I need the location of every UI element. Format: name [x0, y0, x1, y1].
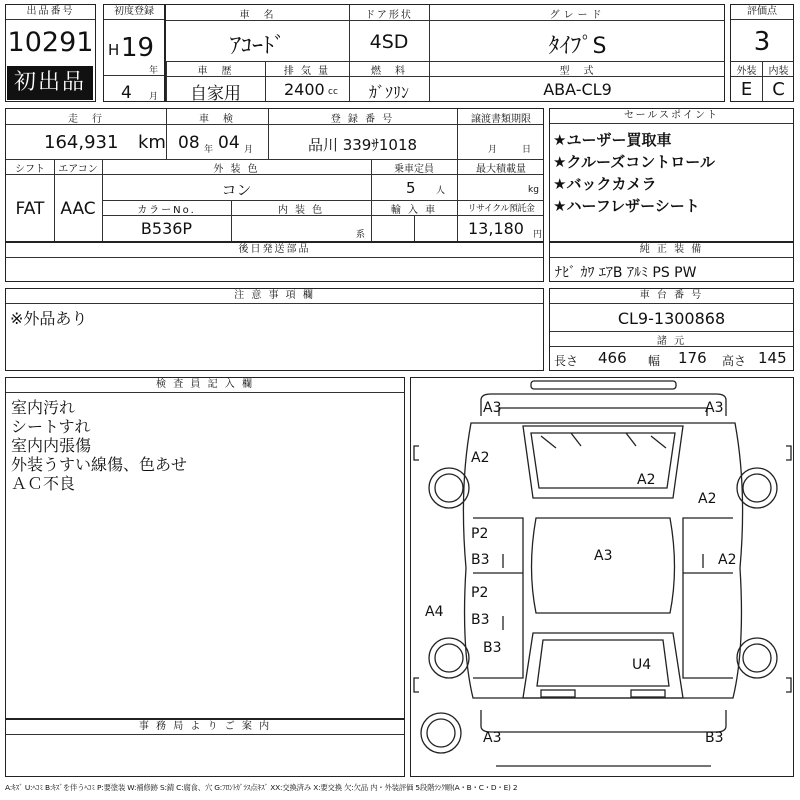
displacement-label: 排 気 量 [283, 66, 331, 77]
interior-grade: C [772, 79, 785, 100]
inspector-line-1: 室内汚れ [11, 398, 76, 417]
first-registration-box [103, 4, 165, 102]
history: 自家用 [190, 84, 241, 104]
recycle-label: リサイクル預託金 [467, 204, 535, 214]
model: ABA-CL9 [543, 80, 612, 99]
mark-left-rear-fender: B3 [483, 640, 502, 656]
mark-left-rear-door-1: P2 [471, 585, 489, 601]
sales-point-3: ★バックカメラ [553, 175, 657, 193]
mileage-unit: km [138, 132, 166, 153]
first-registration-label: 初度登録 [104, 5, 164, 20]
chassis-number: CL9-1300868 [617, 309, 726, 328]
mark-left-rear-door-2: B3 [471, 612, 490, 628]
exterior-label: 外装 [736, 66, 757, 77]
mark-left-front-door-1: P2 [471, 526, 489, 542]
inspection-year: 08 [178, 133, 200, 153]
transfer-day-unit: 日 [522, 145, 532, 155]
inspection-year-unit: 年 [204, 145, 214, 155]
plate-number: 品川 339ｻ1018 [307, 136, 418, 154]
chassis-box [549, 288, 794, 371]
sales-points-box [549, 108, 794, 242]
inspector-box [5, 377, 405, 719]
car-info-box [165, 4, 725, 102]
mark-right-door: A2 [718, 552, 737, 568]
first-time-badge: 初出品 [7, 66, 93, 100]
notes-label: 注 意 事 項 欄 [6, 289, 543, 304]
color-no: B536P [140, 219, 193, 238]
mark-right-front-fender: A2 [698, 491, 717, 507]
mark-front-left-corner: A3 [483, 400, 502, 416]
mark-left-front-fender: A2 [471, 450, 490, 466]
height-label: 高さ [722, 354, 747, 368]
recycle-unit: 円 [533, 230, 543, 240]
dimensions-label: 諸 元 [656, 336, 687, 347]
reg-year: 19 [121, 33, 155, 63]
year-unit: 年 [149, 66, 159, 76]
color: コン [221, 181, 252, 199]
ac: AAC [60, 199, 96, 219]
recycle: 13,180 [468, 219, 524, 238]
later-parts-label: 後日発送部品 [6, 243, 543, 258]
length-label: 長さ [554, 354, 579, 368]
score-label: 評価点 [731, 5, 793, 20]
mileage-label: 走 行 [68, 114, 104, 125]
interior-color-label: 内 装 色 [277, 205, 325, 216]
load-unit: kg [528, 185, 539, 195]
model-label: 型 式 [559, 66, 596, 77]
capacity-unit: 人 [436, 186, 446, 196]
later-parts-box [5, 242, 544, 282]
height: 145 [758, 349, 787, 367]
ac-label: エアコン [58, 164, 98, 175]
inspection-month: 04 [218, 133, 240, 153]
color-label: 外 装 色 [213, 164, 260, 175]
mark-trunk: U4 [632, 657, 652, 673]
equipment-label: 純 正 装 備 [550, 243, 793, 258]
month-unit: 月 [149, 92, 159, 102]
mark-hood: A2 [637, 472, 656, 488]
mark-rear-right-corner: B3 [705, 730, 724, 746]
equipment-box [549, 242, 794, 282]
legend: A:ｷｽﾞ U:ﾍｺﾐ B:ｷｽﾞを伴うﾍｺﾐ P:要塗装 W:補修跡 S:錆 C:腐食、穴 G:ﾌﾛﾝﾄｶﾞﾗｽ点ｷｽﾞ XX:交換済み X:要交換 欠:欠品 内・外装評価 5段階ﾗﾝｸ順(A・B・C・D・E) 2 [5, 783, 518, 792]
mark-roof: A3 [594, 548, 613, 564]
inspector-line-5: ＡＣ不良 [11, 474, 76, 493]
inspector-label: 検 査 員 記 入 欄 [6, 378, 404, 393]
displacement: 2400 [284, 80, 325, 99]
plate-label: 登 録 番 号 [330, 114, 395, 125]
mark-left-front-door-2: B3 [471, 552, 490, 568]
mark-front-right-corner: A3 [705, 400, 724, 416]
sales-points-label: セールスポイント [550, 109, 793, 124]
load-label: 最大積載量 [476, 164, 526, 175]
capacity: 5 [406, 179, 416, 197]
import-label: 輸 入 車 [390, 205, 438, 216]
car-name-label: 車 名 [239, 10, 276, 21]
color-no-label: カラーNo. [137, 205, 196, 216]
sales-point-1: ★ユーザー買取車 [553, 131, 672, 149]
car-diagram [411, 378, 795, 778]
sales-point-4: ★ハーフレザーシート [553, 197, 700, 215]
inspection-month-unit: 月 [244, 145, 254, 155]
history-label: 車 歴 [197, 66, 234, 77]
width: 176 [678, 349, 707, 367]
shift-label: シフト [15, 164, 45, 175]
door-type: 4SD [369, 31, 409, 53]
door-label: ドア形状 [365, 10, 413, 21]
era: H [108, 41, 120, 59]
exterior-grade: E [740, 79, 753, 100]
notes-box [5, 288, 544, 371]
lot-number: 10291 [7, 27, 94, 58]
office-label: 事 務 局 よ り ご 案 内 [6, 720, 404, 735]
reg-month: 4 [121, 83, 132, 103]
interior-label: 内装 [768, 66, 789, 77]
length: 466 [598, 349, 627, 367]
chassis-label: 車 台 番 号 [550, 289, 793, 304]
shift: FAT [15, 199, 45, 219]
transfer-label: 譲渡書類期限 [471, 114, 531, 125]
office-box [5, 719, 405, 777]
displacement-unit: cc [328, 87, 338, 97]
grade-label: グレード [549, 10, 606, 21]
inspector-line-4: 外装うすい線傷、色あせ [11, 455, 188, 474]
inspector-line-3: 室内内張傷 [11, 436, 92, 455]
notes-value: ※外品あり [10, 309, 88, 328]
grade: ﾀｲﾌﾟS [548, 34, 607, 59]
equipment-value: ﾅﾋﾞ ｶﾜ ｴｱB ｱﾙﾐ PS PW [555, 265, 697, 281]
mark-left-sill: A4 [425, 604, 444, 620]
interior-color-unit: 系 [356, 230, 366, 240]
score: 3 [753, 27, 771, 57]
inspection-label: 車 検 [199, 114, 235, 125]
mileage: 164,931 [44, 132, 119, 153]
lot-label: 出品番号 [6, 5, 95, 20]
transfer-month-unit: 月 [488, 145, 498, 155]
width-label: 幅 [648, 354, 661, 368]
capacity-label: 乗車定員 [394, 164, 434, 175]
sales-point-2: ★クルーズコントロール [553, 153, 715, 171]
car-diagram-box [410, 377, 794, 777]
fuel: ｶﾞｿﾘﾝ [368, 83, 409, 102]
inspector-line-2: シートすれ [11, 417, 91, 436]
fuel-label: 燃 料 [371, 66, 407, 77]
score-box [730, 4, 794, 102]
mark-rear-left-corner: A3 [483, 730, 502, 746]
car-name: ｱｺｰﾄﾞ [229, 34, 285, 59]
details-box [5, 108, 544, 242]
